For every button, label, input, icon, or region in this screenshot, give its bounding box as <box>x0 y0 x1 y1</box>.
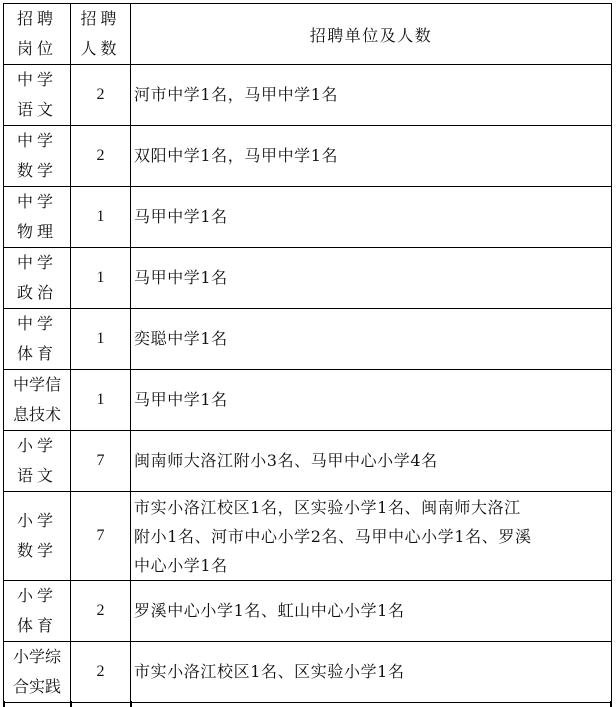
units-cell: 马甲中学1名 <box>131 248 612 309</box>
table-row <box>4 642 612 703</box>
units-cell: 市实小洛江校区1名、区实验小学1名 <box>131 642 612 703</box>
column-rule <box>3 701 5 707</box>
count-cell: 7 <box>71 492 131 581</box>
header-count: 招聘 人数 <box>71 4 131 65</box>
column-rule <box>610 701 612 707</box>
position-cell: 小学综 合实践 <box>4 642 71 703</box>
header-row <box>4 4 612 65</box>
header-position: 招聘 岗位 <box>4 4 71 65</box>
count-cell: 2 <box>71 642 131 703</box>
table-row <box>4 65 612 126</box>
position-cell: 中学信 息技术 <box>4 370 71 431</box>
units-cell: 河市中学1名，马甲中学1名 <box>131 65 612 126</box>
table-row <box>4 126 612 187</box>
units-cell: 市实小洛江校区1名，区实验小学1名、闽南师大洛江 附小1名、河市中心小学2名、马甲中心小学1名、罗溪 中心小学1名 <box>131 492 612 581</box>
units-cell: 奕聪中学1名 <box>131 309 612 370</box>
position-cell: 中学 数学 <box>4 126 71 187</box>
count-cell: 1 <box>71 370 131 431</box>
recruitment-table <box>3 3 612 703</box>
column-rule <box>130 701 132 707</box>
table-row <box>4 309 612 370</box>
count-cell: 1 <box>71 187 131 248</box>
table-row <box>4 431 612 492</box>
table-row <box>4 187 612 248</box>
count-cell: 7 <box>71 431 131 492</box>
units-cell: 罗溪中心小学1名、虹山中心小学1名 <box>131 581 612 642</box>
units-cell: 闽南师大洛江附小3名、马甲中心小学4名 <box>131 431 612 492</box>
position-cell: 中学 体育 <box>4 309 71 370</box>
count-cell: 2 <box>71 126 131 187</box>
units-cell: 马甲中学1名 <box>131 370 612 431</box>
position-cell: 小学 体育 <box>4 581 71 642</box>
position-cell: 中学 物理 <box>4 187 71 248</box>
table-row <box>4 248 612 309</box>
position-cell: 中学 政治 <box>4 248 71 309</box>
table-row <box>4 581 612 642</box>
count-cell: 2 <box>71 65 131 126</box>
units-cell: 马甲中学1名 <box>131 187 612 248</box>
position-cell: 小学 语文 <box>4 431 71 492</box>
column-rule <box>70 701 72 707</box>
table-continuation <box>3 701 612 707</box>
count-cell: 1 <box>71 248 131 309</box>
units-cell: 双阳中学1名，马甲中学1名 <box>131 126 612 187</box>
count-cell: 2 <box>71 581 131 642</box>
position-cell: 小学 数学 <box>4 492 71 581</box>
header-units: 招聘单位及人数 <box>131 4 612 65</box>
count-cell: 1 <box>71 309 131 370</box>
position-cell: 中学 语文 <box>4 65 71 126</box>
table-row <box>4 492 612 581</box>
table-row <box>4 370 612 431</box>
